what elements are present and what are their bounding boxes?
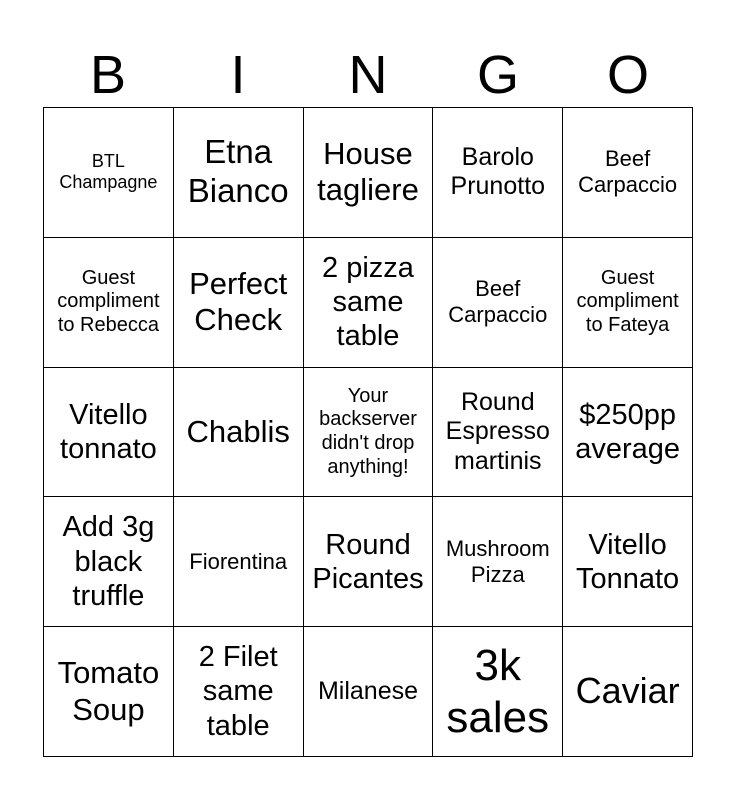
bingo-cell-r1c3[interactable]	[304, 108, 434, 238]
cell-label: Guest compliment to Rebecca	[57, 266, 160, 336]
bingo-grid	[43, 107, 693, 757]
bingo-cell-r5c2[interactable]	[174, 627, 304, 757]
header-letter-g: G	[476, 45, 519, 105]
cell-label: Vitello tonnato	[60, 398, 157, 465]
cell-label: 2 pizza same table	[322, 251, 414, 353]
cell-label: Beef Carpaccio	[578, 146, 678, 198]
bingo-cell-r5c4[interactable]	[433, 627, 563, 757]
cell-label: Guest compliment to Fateya	[576, 266, 679, 336]
cell-label: BTL Champagne	[59, 151, 158, 193]
bingo-cell-r5c1[interactable]	[44, 627, 174, 757]
cell-label: Mushroom Pizza	[445, 535, 550, 587]
cell-label: Vitello Tonnato	[575, 528, 680, 595]
bingo-cell-r2c3[interactable]	[304, 238, 434, 368]
cell-label: Beef Carpaccio	[448, 276, 548, 328]
bingo-cell-r1c5[interactable]	[563, 108, 693, 238]
cell-label: Barolo Prunotto	[450, 142, 546, 201]
bingo-cell-r3c5[interactable]	[563, 368, 693, 498]
bingo-cell-r4c5[interactable]	[563, 497, 693, 627]
bingo-cell-r3c1[interactable]	[44, 368, 174, 498]
cell-label: Chablis	[186, 413, 290, 449]
cell-label: 3k sales	[446, 640, 550, 742]
cell-label: Fiorentina	[189, 548, 288, 574]
cell-label: Tomato Soup	[57, 655, 160, 727]
cell-label: $250pp average	[575, 398, 680, 465]
cell-label: Milanese	[317, 676, 419, 705]
bingo-cell-r2c5[interactable]	[563, 238, 693, 368]
bingo-cell-r4c2[interactable]	[174, 497, 304, 627]
cell-label: Your backserver didn't drop anything!	[319, 384, 417, 478]
cell-label: Caviar	[575, 670, 680, 712]
cell-label: Etna Bianco	[187, 133, 289, 210]
header-letter-n: N	[348, 45, 388, 105]
cell-label: 2 Filet same table	[198, 641, 278, 742]
bingo-cell-r1c4[interactable]	[433, 108, 563, 238]
bingo-cell-r3c4[interactable]	[433, 368, 563, 498]
bingo-cell-r4c3[interactable]	[304, 497, 434, 627]
bingo-cell-r5c5[interactable]	[563, 627, 693, 757]
cell-label: Round Picantes	[312, 528, 424, 595]
bingo-cell-r2c2[interactable]	[174, 238, 304, 368]
bingo-cell-r4c1[interactable]	[44, 497, 174, 627]
header-letter-b: B	[89, 45, 127, 105]
cell-label: House tagliere	[317, 135, 419, 208]
bingo-cell-r3c2[interactable]	[174, 368, 304, 498]
cell-label: Perfect Check	[189, 265, 288, 338]
bingo-cell-r2c4[interactable]	[433, 238, 563, 368]
header-letter-i: I	[230, 45, 246, 105]
bingo-cell-r2c1[interactable]	[44, 238, 174, 368]
bingo-cell-r1c1[interactable]	[44, 108, 174, 238]
bingo-cell-r3c3[interactable]	[304, 368, 434, 498]
cell-label: Round Espresso martinis	[445, 387, 550, 475]
cell-label: Add 3g black truffle	[62, 511, 155, 612]
header-letter-o: O	[606, 45, 649, 105]
bingo-header	[43, 42, 693, 108]
bingo-cell-r4c4[interactable]	[433, 497, 563, 627]
bingo-cell-r1c2[interactable]	[174, 108, 304, 238]
bingo-cell-r5c3[interactable]	[304, 627, 434, 757]
